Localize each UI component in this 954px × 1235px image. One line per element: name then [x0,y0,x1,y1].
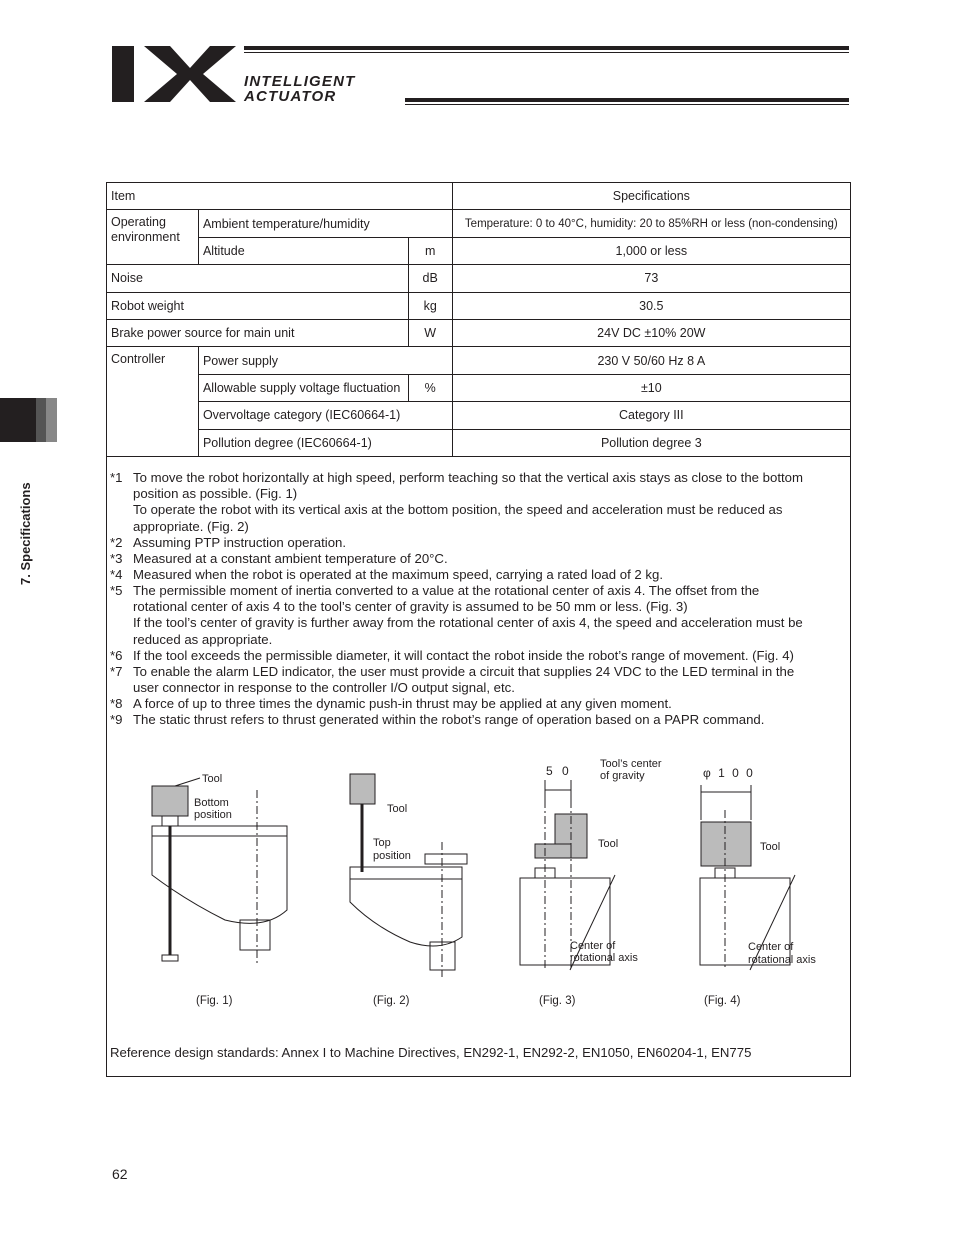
cell-overvolt: Overvoltage category (IEC60664-1) [198,402,452,429]
fig1-tool-label: Tool [202,773,223,785]
table-row [107,237,851,264]
cell-power-val: 230 V 50/60 Hz 8 A [452,347,850,374]
fig3-center-label-2: rotational axis [570,952,638,964]
cell-altitude: Altitude [198,237,408,264]
header-rule-lower-thin [405,104,849,105]
cell-op-env: Operating environment [107,210,199,265]
table-row [107,319,851,346]
cell-allow-unit: % [408,374,452,401]
cell-power: Power supply [198,347,452,374]
cell-controller: Controller [107,347,199,457]
header-spec: Specifications [452,183,850,210]
table-row [107,374,851,401]
table-row [107,210,851,237]
chapter-label: 7. Specifications [18,482,33,585]
cell-pollution: Pollution degree (IEC60664-1) [198,429,452,456]
fig3-center-label: Center of [570,940,616,952]
table-row [107,347,851,374]
cell-overvolt-val: Category III [452,402,850,429]
cell-ambient: Ambient temperature/humidity [198,210,452,237]
cell-noise-val: 73 [452,265,850,292]
header-rule-lower [405,98,849,102]
fig3-cog-label: Tool’s center [600,758,662,770]
reference-standards: Reference design standards: Annex I to Machine Directives, EN292-1, EN292-2, EN1050, EN60204-1, EN775 [110,1045,752,1060]
fig4-caption: (Fig. 4) [704,995,741,1007]
fig2-tool-label: Tool [387,803,408,815]
fig2-pos-label: Top [373,837,391,849]
header-item: Item [107,183,453,210]
table-row [107,265,851,292]
fig4-dimension: φ 1 0 0 [703,766,755,780]
fig2-caption: (Fig. 2) [373,995,410,1007]
table-row [107,292,851,319]
cell-altitude-unit: m [408,237,452,264]
fig1-pos-label: Bottom [194,797,229,809]
cell-pollution-val: Pollution degree 3 [452,429,850,456]
brand-line-2: ACTUATOR [244,88,337,105]
fig3-tool-label: Tool [598,838,619,850]
cell-brake-val: 24V DC ±10% 20W [452,319,850,346]
cell-brake-unit: W [408,319,452,346]
header-rule [244,46,849,50]
fig3-dimension: 5 0 [546,764,572,778]
fig3-cog-label-2: of gravity [600,770,645,782]
cell-ambient-val: Temperature: 0 to 40°C, humidity: 20 to 85%RH or less (non-condensing) [452,210,850,237]
table-row [107,429,851,456]
specifications-table [106,182,851,457]
table-row [107,183,851,210]
chapter-tab-shade-light [46,398,57,442]
cell-weight-unit: kg [408,292,452,319]
cell-weight-val: 30.5 [452,292,850,319]
cell-allow-val: ±10 [452,374,850,401]
chapter-tab [0,398,36,442]
page-number: 62 [112,1166,128,1182]
fig4-tool-label: Tool [760,841,781,853]
fig2-robot-drawing [345,772,470,977]
chapter-tab-shade [36,398,46,442]
brand-line-1: INTELLIGENT [244,73,356,90]
fig1-caption: (Fig. 1) [196,995,233,1007]
cell-brake: Brake power source for main unit [107,319,409,346]
table-row [107,402,851,429]
fig1-pos-label-2: position [194,809,232,821]
cell-altitude-val: 1,000 or less [452,237,850,264]
cell-noise: Noise [107,265,409,292]
fig4-center-label: Center of [748,941,794,953]
fig4-center-label-2: rotational axis [748,954,816,966]
cell-allow: Allowable supply voltage fluctuation [198,374,408,401]
cell-weight: Robot weight [107,292,409,319]
cell-noise-unit: dB [408,265,452,292]
fig2-pos-label-2: position [373,850,411,862]
fig3-caption: (Fig. 3) [539,995,576,1007]
ix-logo [112,46,237,102]
header-rule-thin [244,52,849,53]
